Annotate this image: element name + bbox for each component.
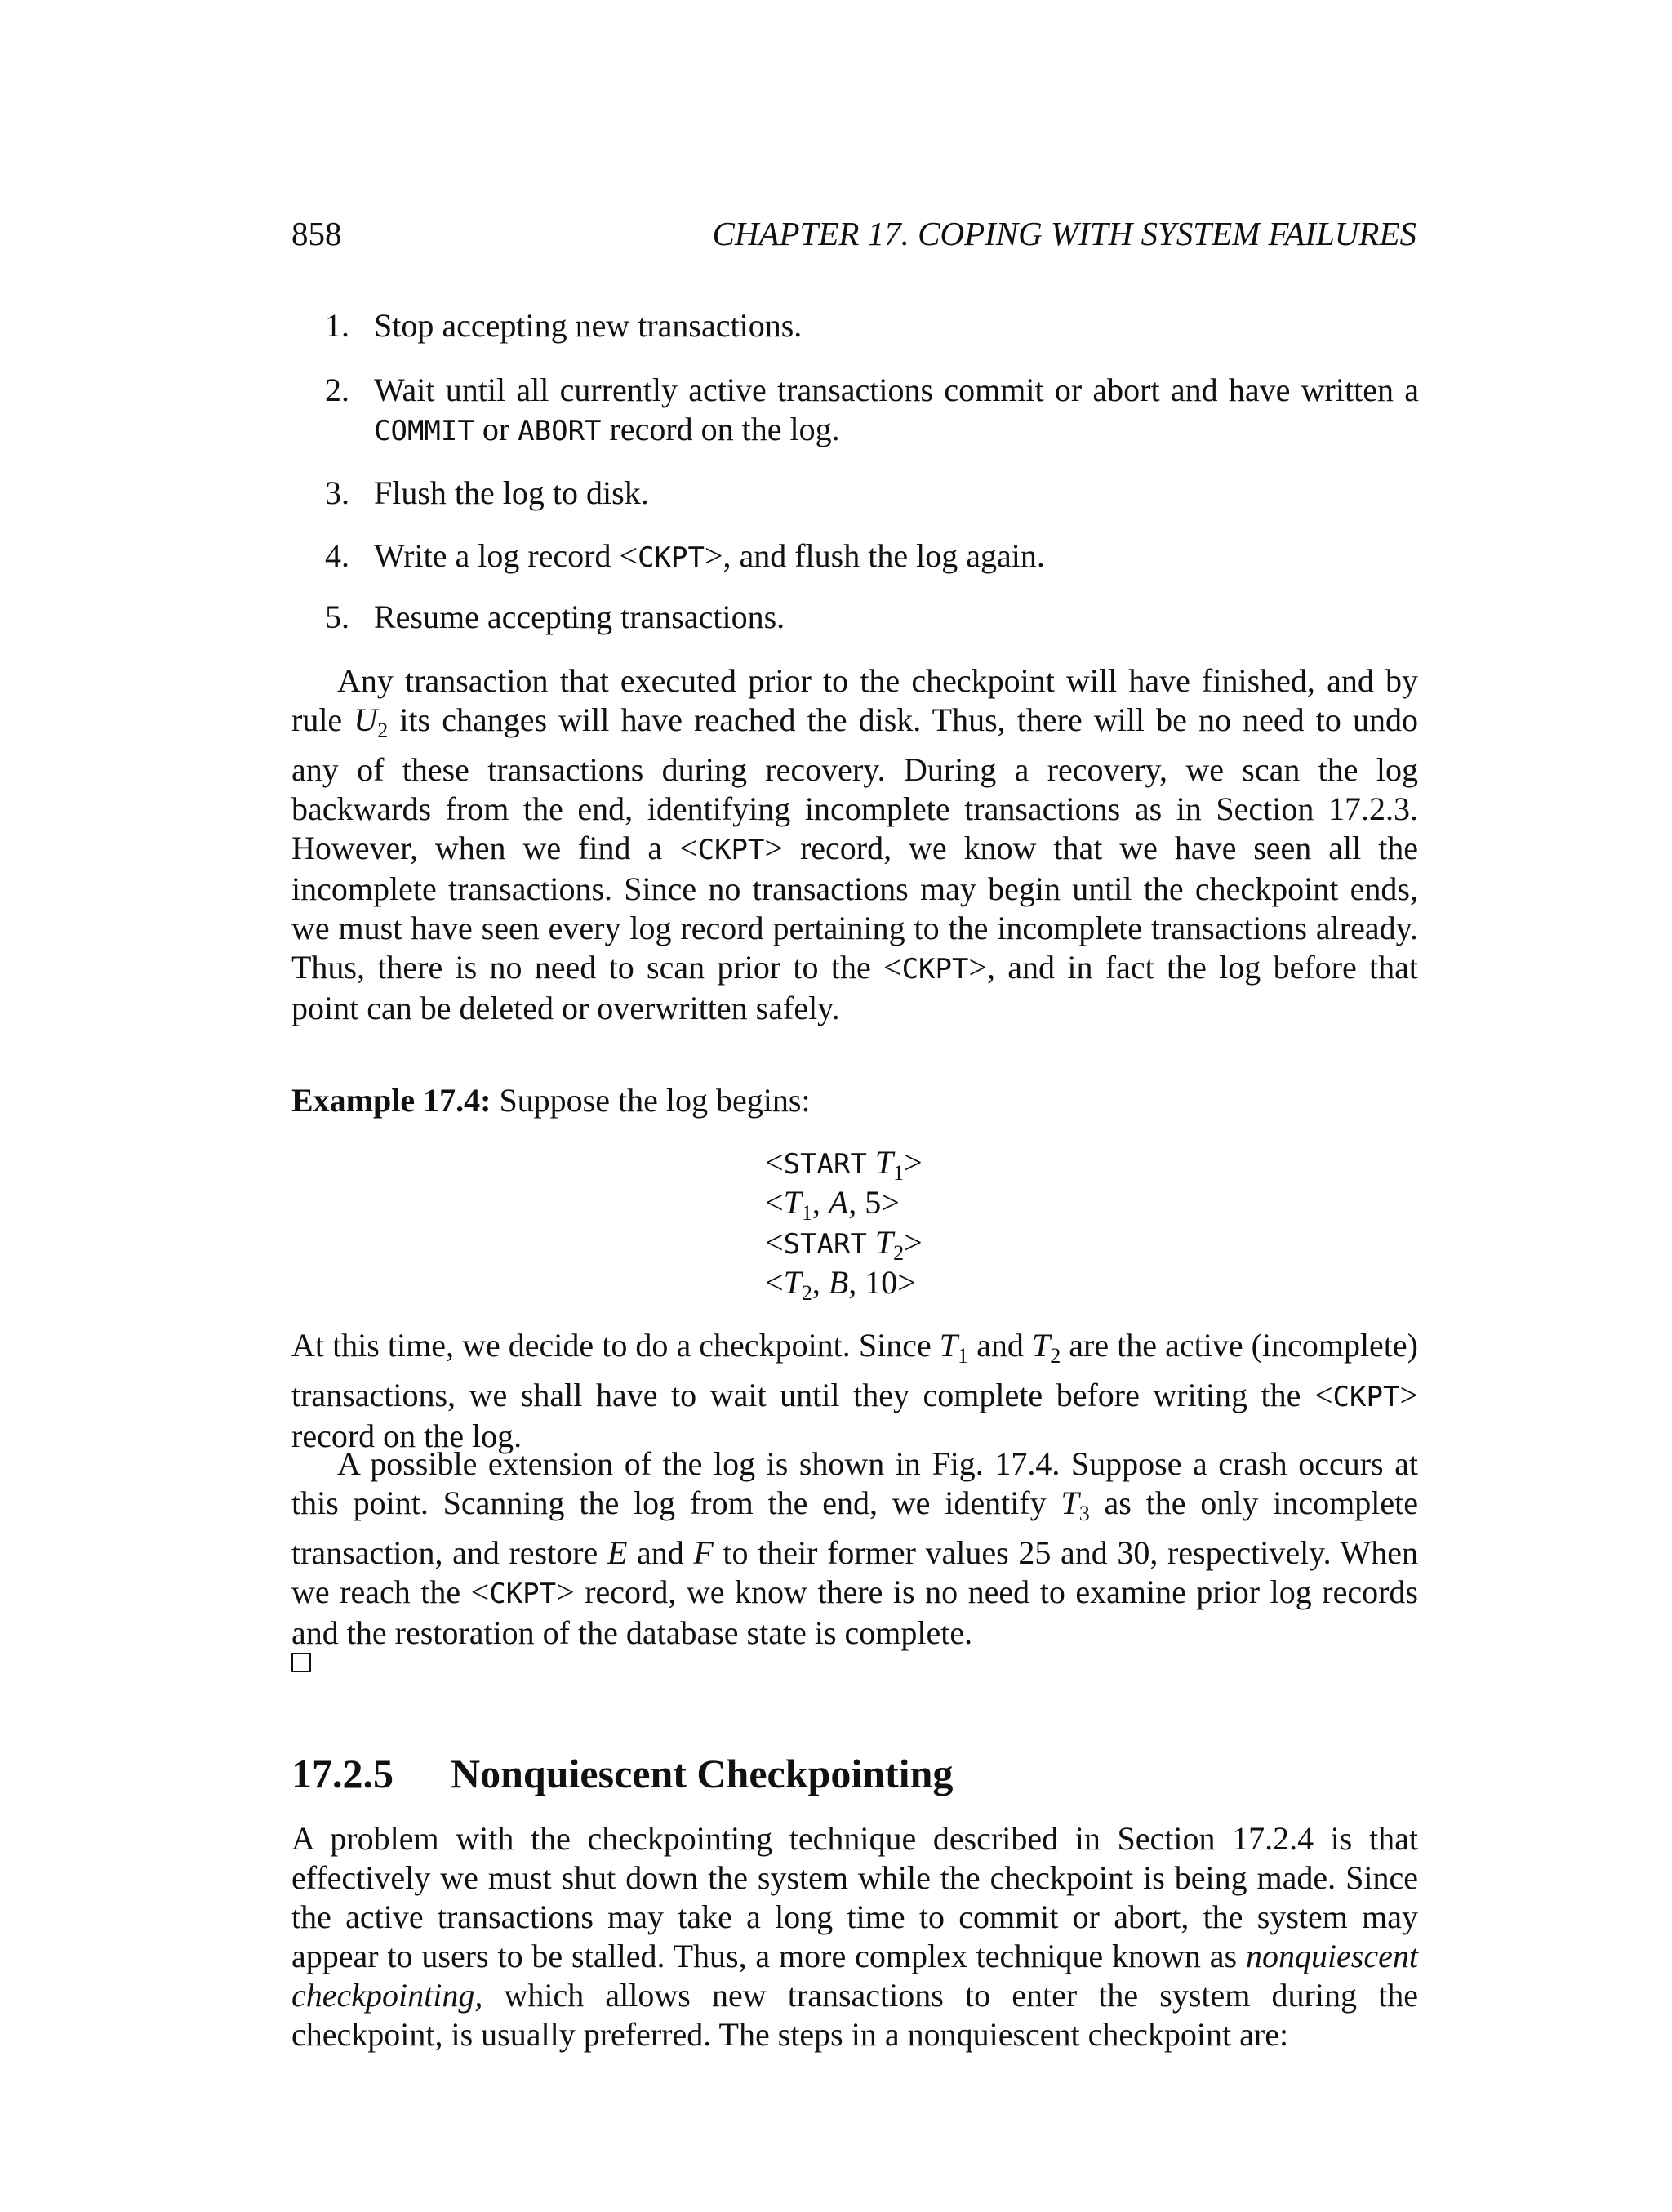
paragraph: Any transaction that executed prior to the checkpoint will have finished, and by rule $U_2$ its changes will have reached the disk. Thus, there will be no need to undo any of these transactions during recovery. During a recovery, we scan the log backwards from the end, identifying incomplete transactions as in Section 17.2.3. However, when we find a <CKPT> record, we know that we have seen all the incomplete transactions. Since no transactions may begin until the checkpoint ends, we must have seen every log record pertaining to the incomplete transactions already. Thus, there is no need to scan prior to the <CKPT>, and in fact the log before that point can be deleted or overwritten safely. xyxy=(291,662,1419,1026)
paragraph: At this time, we decide to do a checkpoint. Since $T_1$ and $T_2$ are the active (incomplete) transactions, we shall have to wait until they complete before writing the <CKPT> record on the log. xyxy=(291,1327,1418,1454)
list-text: Flush the log to disk. xyxy=(374,474,649,511)
log-record: $<T_1$, A, 5> xyxy=(765,1184,900,1225)
log-record: <START $T_2>$ xyxy=(765,1224,923,1265)
log-record: $<T_2$, B, 10> xyxy=(765,1264,916,1305)
example-heading xyxy=(291,1081,1418,1120)
paragraph: A possible extension of the log is shown in Fig. 17.4. Suppose a crash occurs at this point. Scanning the log from the end, we identify $T_3$ as the only incomplete transaction, and restore E and F to their former values 25 and 30, respectively. When we reach the <CKPT> record, we know there is no need to examine prior log records and the restoration of the database state is complete. xyxy=(291,1445,1419,1651)
page-number: 858 xyxy=(291,215,342,252)
log-records xyxy=(765,1143,1173,1306)
example-label: Example 17.4: xyxy=(291,1082,491,1119)
example-intro: Suppose the log begins: xyxy=(491,1082,811,1119)
list-number: 4. xyxy=(325,537,349,574)
list-text: Resume accepting transactions. xyxy=(374,599,785,635)
log-record: <START $T_1>$ xyxy=(765,1144,923,1185)
list-number: 1. xyxy=(325,307,349,344)
section-title: Nonquiescent Checkpointing xyxy=(451,1751,954,1796)
list-text: Stop accepting new transactions. xyxy=(374,307,803,344)
list-number: 2. xyxy=(325,372,349,408)
end-of-example-box xyxy=(291,1653,311,1672)
section-number: 17.2.5 xyxy=(291,1751,394,1796)
checkpoint-steps-list xyxy=(325,306,1419,649)
list-number: 5. xyxy=(325,599,349,635)
list-text: Write a log record <CKPT>, and flush the log again. xyxy=(374,537,1045,574)
list-text: Wait until all currently active transactions commit or abort and have written a COMMIT or ABORT record on the log. xyxy=(374,372,1419,447)
paragraph: A problem with the checkpointing technique described in Section 17.2.4 is that effectively we must shut down the system while the checkpoint is being made. Since the active transactions may take a long time to commit or abort, the system may appear to users to be stalled. Thus, a more complex technique known as nonquiescent checkpointing, which allows new transactions to enter the system during the checkpoint, is usually preferred. The steps in a nonquiescent checkpoint are: xyxy=(291,1820,1418,2053)
section-heading xyxy=(291,1750,953,1797)
list-number: 3. xyxy=(325,474,349,511)
running-header: CHAPTER 17. COPING WITH SYSTEM FAILURES xyxy=(712,215,1416,252)
